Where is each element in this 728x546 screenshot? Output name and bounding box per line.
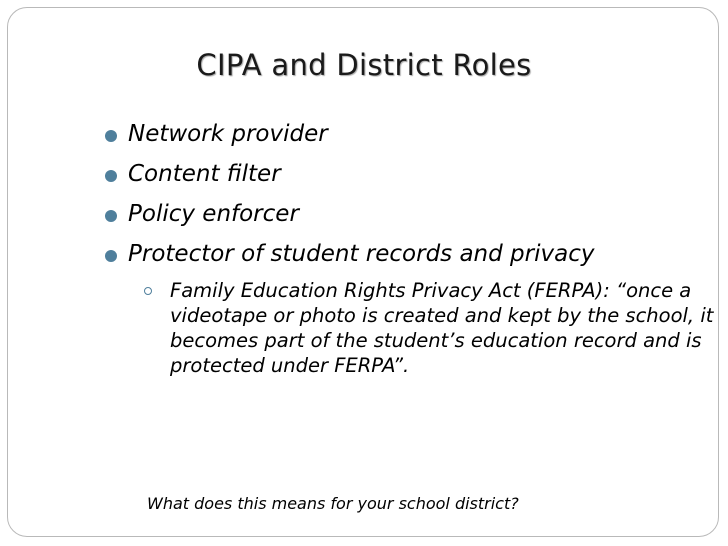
bullet-item xyxy=(128,161,281,187)
filled-circle-bullet-icon xyxy=(105,250,117,262)
bullet-item xyxy=(128,121,328,147)
bullet-item xyxy=(128,201,299,227)
slide-frame xyxy=(7,7,719,537)
bullet-label: Protector of student records and privacy xyxy=(128,241,595,267)
sub-bullet-item xyxy=(170,278,715,378)
bullet-item xyxy=(128,241,594,267)
discussion-question: What does this means for your school district? xyxy=(147,494,519,513)
hollow-circle-bullet-icon xyxy=(144,287,152,295)
filled-circle-bullet-icon xyxy=(105,210,117,222)
bullet-label: Policy enforcer xyxy=(128,201,299,227)
slide-title: CIPA and District Roles xyxy=(196,48,532,82)
sub-bullet-text: Family Education Rights Privacy Act (FERPA): “once a videotape or photo is created and kept by the school, it becomes part of the student’s education record and is protected under FERPA”. xyxy=(170,279,714,377)
bullet-label: Content filter xyxy=(128,161,281,187)
filled-circle-bullet-icon xyxy=(105,170,117,182)
bullet-label: Network provider xyxy=(128,121,328,147)
filled-circle-bullet-icon xyxy=(105,130,117,142)
